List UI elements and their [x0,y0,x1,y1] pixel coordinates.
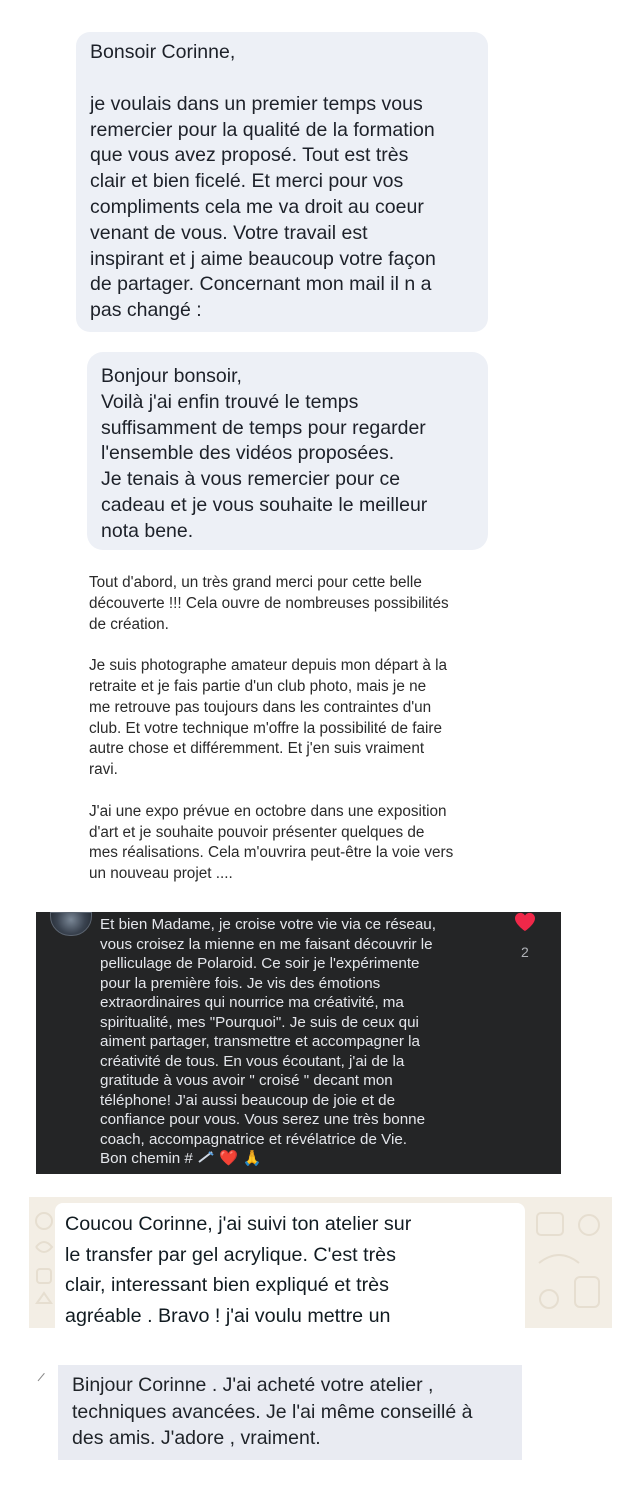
message-line: club. Et votre technique m'offre la possibilité de faire [89,719,442,737]
message-line: autre chose et différemment. Et j'en suis vraiment [89,740,425,758]
message-line: un nouveau projet .... [89,865,233,883]
message-plain-3 [89,573,509,885]
message-line: que vous avez proposé. Tout est très [90,144,409,167]
comment-line: pelliculage de Polaroid. Ce soir je l'expérimente [100,955,420,972]
comment-line: spiritualité, mes "Pourquoi". Je suis de ceux qui [100,1013,419,1031]
message-line: de création. [89,615,169,633]
comment-last-text: Bon chemin # [100,1150,193,1167]
message-line: de partager. Concernant mon mail il n a [90,273,432,296]
comment-line: confiance pour vous. Vous serez une très bonne [100,1111,426,1128]
message-line: clair et bien ficelé. Et merci pour vos [90,170,404,193]
wallpaper-doodle-icon [529,1203,609,1323]
message-line: ravi. [89,761,118,779]
comment-line: pour la première fois. Je vis des émotions [100,974,381,992]
reaction-count: 2 [521,944,529,960]
message-bubble-6 [58,1365,522,1460]
divider-mark [38,1373,50,1385]
message-line: agréable . Bravo ! j'ai voulu mettre un [65,1304,391,1327]
message-line: mes réalisations. Cela m'ouvrira peut-être la voie vers [89,844,454,862]
comment-line: gratitude à vous avoir " croisé " decant mon [100,1072,393,1089]
comment-line: créativité de tous. En vous écoutant, j'ai de la [100,1052,405,1070]
dark-comment-card [36,912,561,1174]
wallpaper-doodle-icon [33,1207,55,1317]
message-line: Je tenais à vous remercier pour ce [101,468,401,491]
comment-line: téléphone! J'ai aussi beaucoup de joie et de [100,1091,396,1109]
message-line: Coucou Corinne, j'ai suivi ton atelier sur [65,1213,412,1235]
message-line: compliments cela me va droit au coeur [90,195,424,218]
message-line: Bonjour bonsoir, [101,365,242,387]
message-line: me retrouve pas toujours dans les contraintes d'un [89,698,432,716]
message-line: Je suis photographe amateur depuis mon départ à la [89,657,448,675]
message-line: d'art et je souhaite pouvoir présenter quelques de [89,823,425,841]
message-line: découverte !!! Cela ouvre de nombreuses possibilités [89,594,449,612]
emoji-text: ❤️ 🙏 [219,1150,262,1167]
message-line: l'ensemble des vidéos proposées. [101,442,395,465]
message-line: pas changé : [90,299,202,322]
chat-wallpaper-panel [29,1197,612,1328]
message-line: nota bene. [101,519,194,542]
message-greeting: Bonsoir Corinne, [90,41,236,63]
message-bubble-1 [76,32,488,332]
comment-line: aiment partager, transmettre et accompagner la [100,1033,420,1050]
comment-last-line [100,1149,510,1169]
message-line: suffisamment de temps pour regarder [101,416,426,439]
message-line: des amis. J'adore , vraiment. [72,1427,321,1449]
message-line: le transfer par gel acrylique. C'est très [65,1243,396,1266]
comment-line: vous croisez la mienne en me faisant découvrir le [100,935,433,953]
message-line: Tout d'abord, un très grand merci pour cette belle [89,574,422,591]
message-line: Binjour Corinne . J'ai acheté votre atelier , [72,1374,434,1396]
chat-bubble [55,1203,525,1328]
message-line: venant de vous. Votre travail est [90,221,368,244]
message-bubble-2 [87,352,488,550]
comment-line: extraordinaires qui nourrice ma créativité, ma [100,994,404,1011]
comment-text [100,915,510,1169]
message-line: cadeau et je vous souhaite le meilleur [101,493,428,516]
message-line: remercier pour la qualité de la formation [90,118,435,141]
avatar[interactable] [50,912,92,936]
comment-line: Et bien Madame, je croise votre vie via ce réseau, [100,916,436,933]
message-line: retraite et je fais partie d'un club photo, mais je ne [89,677,427,695]
comment-line: coach, accompagnatrice et révélatrice de Vie. [100,1130,408,1148]
message-line: clair, interessant bien expliqué et très [65,1274,389,1296]
needle-icon [197,1150,215,1164]
message-line: je voulais dans un premier temps vous [90,92,423,115]
message-line: techniques avancées. Je l'ai même conseillé à [72,1400,473,1423]
message-line: Voilà j'ai enfin trouvé le temps [101,390,359,413]
heart-reaction-icon[interactable] [514,912,536,932]
message-line: inspirant et j aime beaucoup votre façon [90,247,436,270]
message-line: J'ai une expo prévue en octobre dans une exposition [89,802,447,820]
